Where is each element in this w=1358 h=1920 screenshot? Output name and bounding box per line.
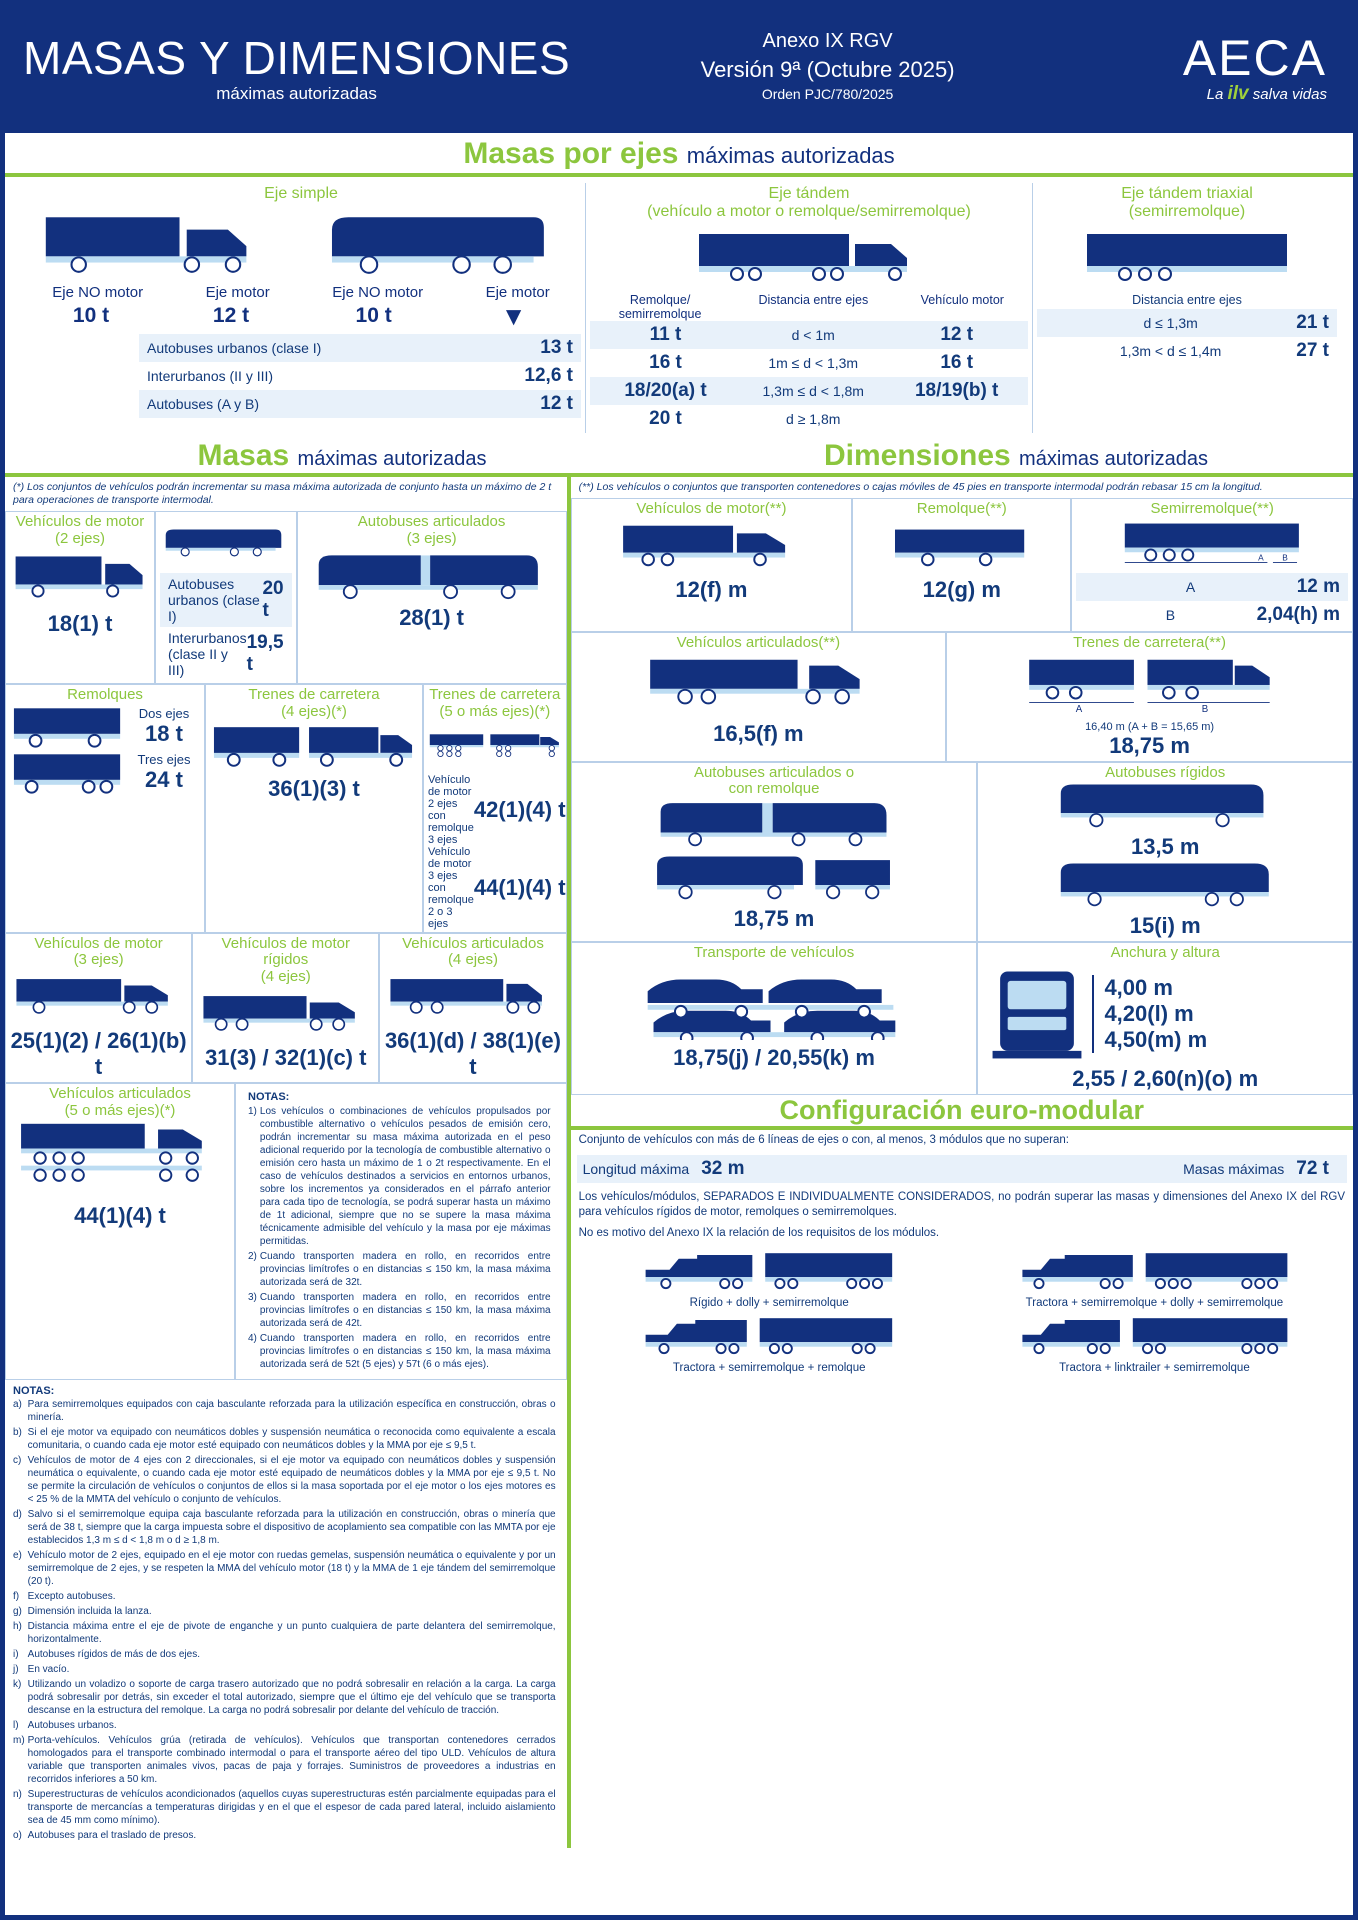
logo-text: AECA [1182,30,1327,86]
dim-semi-value-0: 12 m [1296,575,1340,597]
lnote-text-8: Autobuses rígidos de más de dos ejes. [27,1648,200,1660]
bus-row-value-1: 12,6 t [524,365,573,387]
main-two-columns [5,477,1353,1848]
tandem-motor-2: 18/19(b) t [914,379,999,401]
lnote-text-6: Dimensión incluida la lanza. [27,1605,152,1617]
lnote-text-9: En vacío. [27,1663,70,1675]
lnote-letter-6: g) [13,1605,22,1617]
triaxial-row-1 [1037,337,1337,365]
euro-config-0 [577,1244,962,1309]
masas-rigidos4-cell [192,933,379,1084]
masas-title-bold: Masas [197,438,290,472]
dim-transporte-label: Transporte de vehículos [693,944,855,962]
masas-bus-value-0: 20 t [262,578,284,622]
tandem-table [590,321,1028,433]
lnote-text-2: Vehículos de motor de 4 ejes con 2 direccionales, si el eje motor va equipado con neumáticos dobles y suspensión neumática o equivalente, o cuando cada eje motor esté equipado de neumáticos dobles y la MMA por eje ≤ 9,5 t. No se permite la circulación de vehículos o conjuntos de ellos si la masa soportada por el eje motor o los ejes motores es < 25 % de la MMTA del vehículo o conjunto de vehículos. [27,1454,556,1505]
masas-remolque-value-1: 24 t [145,767,183,793]
masas-bus-value-1: 19,5 t [246,632,284,676]
version-label: Versión 9ª (Octubre 2025) [700,57,955,83]
tandem-row-1 [590,349,1028,377]
euro-intro: Conjunto de vehículos con más de 6 líneas de ejes o con, al menos, 3 módulos que no superan: [578,1134,1069,1147]
front-view-bus-icon [982,962,1092,1066]
lnote-text-14: Autobuses para el traslado de presos. [27,1829,197,1841]
lettered-notes-title: NOTAS: [13,1384,55,1397]
dim-width-value: 2,55 / 2,60(n)(o) m [1072,1066,1259,1092]
dimensiones-footnote: (**) Los vehículos o conjuntos que transporten contenedores o cajas móviles de 45 pies en transporte intermodal podrán rebasar 15 cm la longitud. [578,480,1263,493]
truck-2axle-icon [21,207,301,279]
masas-rigidos4-value: 31(3) / 32(1)(c) t [205,1045,367,1071]
masas-buses-cell [155,511,297,684]
axle-section-bar [5,133,1353,177]
dim-remolque-value: 12(g) m [922,576,1001,602]
masas-artic5-label-l1: Vehículos articulados [49,1085,191,1103]
articulated-vehicle-icon [576,652,942,716]
tractor-semitrailer-trailer-icon [584,1309,954,1355]
masas-trenes5-value-0: 42(1)(4) t [473,796,566,822]
bus-icon [301,207,581,279]
tandem-trailer-2: 18/20(a) t [624,379,707,401]
dim-buses-rigid-value-1: 13,5 m [1130,834,1200,860]
triaxial-value-0: 21 t [1296,311,1329,333]
svg-text:B: B [1201,703,1209,715]
page-subtitle: máximas autorizadas [216,84,377,104]
lnote-letter-9: j) [13,1663,19,1675]
masas-motor3-value: 25(1)(2) / 26(1)(b) t [10,1028,187,1080]
dim-semi-row-0 [1076,573,1348,601]
masas-artic-bus-value: 28(1) t [399,604,464,630]
lnote-letter-2: c) [13,1454,22,1466]
masas-rigidos4-label-l2: (4 ejes) [260,968,311,986]
dimensiones-bar [679,437,1353,473]
axle-simple-value-1: 12 t [212,304,250,328]
masas-motor3-cell [5,933,192,1084]
dim-remolque-cell [852,498,1071,632]
road-train-4axle-icon [210,721,418,771]
note-num-0: 1) [248,1105,257,1117]
dim-buses-artic-label-l1: Autobuses articulados o [693,763,855,781]
road-train-icon [951,652,1348,716]
triaxial-dist-0: d ≤ 1,3m [1143,314,1198,331]
masas-motor2-cell [5,511,155,684]
dim-buses-rigid-cell [977,762,1353,943]
euro-config-3 [962,1309,1347,1374]
tandem-row-0 [590,321,1028,349]
articulated-bus-icon [302,548,562,600]
tandem-row-2 [590,377,1028,405]
axle-simple-header: Eje simple [264,185,338,202]
dim-trenes-cell [946,632,1353,762]
dim-row-2 [571,632,1353,762]
dim-motor-label: Vehículos de motor(**) [636,499,787,517]
dimensiones-title-bold: Dimensiones [823,438,1011,472]
articulated-5axle-icon [10,1120,230,1198]
trailer-3axle-icon [10,750,128,796]
masas-artic-bus-label-l1: Autobuses articulados [357,513,506,531]
axle-section-title-thin: máximas autorizadas [686,143,895,168]
masas-trenes5-value-1: 44(1)(4) t [473,874,566,900]
masas-trenes5-label-0: Vehículo de motor 2 ejes con remolque 3 ejes [428,773,474,846]
tractor-semitrailer-dolly-semitrailer-icon [970,1244,1340,1290]
tandem-truck-icon [590,226,1028,288]
dim-trenes-value: 18,75 m [1109,732,1190,758]
lnote-text-1: Si el eje motor va equipado con neumáticos dobles y suspensión neumática o reconocida como equivalente a escala comunitaria, o cuando cada eje motor esté equipado con neumáticos dobles y la MMA por eje ≤ 9,5 t. [27,1426,556,1451]
note-text-2: Cuando transporten madera en rollo, en recorridos entre provincias limítrofes o en distancias ≤ 150 km, la masa máxima autorizada será de 42t. [259,1291,551,1329]
masas-row-1 [5,511,567,684]
euro-paragraph-2: No es motivo del Anexo IX la relación de los requisitos de los módulos. [578,1226,940,1239]
tandem-dist-1: 1m ≤ d < 1,3m [768,354,859,371]
header-title-block [23,31,571,104]
note-text-0: Los vehículos o combinaciones de vehículos propulsados por combustible alternativo o vehículos pesados de emisión cero, podrán incrementar su masa máxima autorizada en el peso adicional requerido por la tecnología de combustible alternativo o emisión cero hasta un máximo de 1 o 2t respectivamente. En el caso de vehículos destinados a servicios en entornos urbanos, sobre los incrementos ya considerados en el párrafo anterior para cada tipo de tecnología, se podrá superar hasta un máximo de 1t adicional, siempre que no se supere la masa máxima técnicamente admisible del vehículo y la masa por eje máximas permitidas. [259,1105,551,1247]
masas-motor3-label-l1: Vehículos de motor [34,934,163,952]
lnote-letter-13: n) [13,1788,22,1800]
axle-section-title [5,137,1353,171]
truck-4axle-icon [197,986,374,1040]
bus-row-2 [139,390,581,418]
svg-text:A: A [1075,703,1083,715]
axle-simple-truck [21,207,301,328]
tandem-colheader-1: Distancia entre ejes [758,292,869,307]
lnote-text-12: Porta-vehículos. Vehículos grúa (retirada de vehículos). Vehículos que transportan contenedores cerrados homologados para el transporte combinado intermodal o para el transporte aéreo del tipo ULD. Vehículos de altura variable que transporten animales vivos, pacas de paja y forrajes. Suministros de proveedores a industrias en recorridos inferiores a 50 km. [27,1734,556,1785]
triaxial-dist-1: 1,3m < d ≤ 1,4m [1119,342,1222,359]
lnote-text-0: Para semirremolques equipados con caja basculante reforzada para la utilización específica en construcción, obras o minería. [27,1398,556,1423]
bus-row-0 [139,334,581,362]
rigid-bus-3axle-icon [982,860,1348,908]
lnote-letter-10: k) [13,1678,22,1690]
masas-footnote: (*) Los conjuntos de vehículos podrán incrementar su masa máxima autorizada de conjunto hasta un máximo de 2 t para operaciones de transporte intermodal. [13,480,552,506]
masas-artic5-cell [5,1083,235,1379]
masas-trenes5-label-1: Vehículo de motor 3 ejes con remolque 2 o 3 ejes [428,845,474,930]
axle-triaxial-header-l1: Eje tándem triaxial [1121,185,1253,202]
euro-caption-2: Tractora + semirremolque + remolque [672,1361,866,1374]
masas-bar [5,437,679,473]
axle-tandem-header [590,183,1028,226]
lnote-letter-8: i) [13,1648,19,1660]
masas-column [5,477,571,1848]
dim-semi-value-1: 2,04(h) m [1256,603,1340,625]
axle-simple-bus-label-1: Eje motor [485,284,550,302]
tandem-dist-0: d < 1m [791,326,835,343]
dim-artic-label: Vehículos articulados(**) [676,633,841,651]
logo-tagline-ilv: ilv [1227,83,1249,104]
euro-paragraph-1: Los vehículos/módulos, SEPARADOS E INDIVIDUALMENTE CONSIDERADOS, no podrán superar las masas y dimensiones del Anexo IX del RGV para vehículos rígidos de motor, remolques o semirremolques. [578,1191,1345,1218]
header-meta [570,28,1085,110]
dim-row-1 [571,498,1353,632]
dim-height-1: 4,20(l) m [1104,1001,1194,1027]
axle-simple-label-0: Eje NO motor [52,284,144,302]
dim-motor-cell [571,498,853,632]
dim-remolque-label: Remolque(**) [916,499,1007,517]
masas-trenes5-label-l1: Trenes de carretera [429,686,561,704]
dim-transporte-value: 18,75(j) / 20,55(k) m [673,1045,875,1071]
down-triangle-icon: ▼ [500,301,527,332]
lnote-letter-0: a) [13,1398,22,1410]
axle-simple-col [21,183,581,433]
dim-buses-rigid-value-2: 15(i) m [1129,913,1201,939]
lnote-letter-1: b) [13,1426,22,1438]
truck-3axle-icon [10,969,187,1023]
rigid-bus-icon [982,781,1348,829]
masas-artic4-label-l1: Vehículos articulados [402,934,544,952]
masas-artic5-value: 44(1)(4) t [74,1202,166,1228]
page-title: MASAS Y DIMENSIONES [23,31,571,84]
lnote-letter-11: l) [13,1719,19,1731]
triaxial-row-0 [1037,309,1337,337]
masas-trenes4-label-l1: Trenes de carretera [248,686,380,704]
semitrailer-icon [1076,518,1348,568]
masas-remolque-value-0: 18 t [145,721,183,747]
dim-anchura-cell [977,942,1353,1095]
dim-anchura-label: Anchura y altura [1110,944,1220,962]
bus-row-1 [139,362,581,390]
svg-text:B: B [1282,552,1289,563]
masas-artic-bus-cell [297,511,567,684]
dimensiones-column [571,477,1353,1848]
lnote-letter-7: h) [13,1620,22,1632]
bus-row-label-0: Autobuses urbanos (clase I) [147,340,322,357]
note-num-1: 2) [248,1250,257,1262]
tandem-trailer-0: 11 t [649,323,682,345]
bus-row-label-1: Interurbanos (II y III) [147,368,274,385]
bus-with-trailer-icon [576,853,973,901]
masas-row-4 [5,1083,567,1379]
axle-simple-label-1: Eje motor [205,284,270,302]
axle-tandem-col [585,183,1033,433]
tandem-motor-0: 12 t [940,323,974,345]
semitrailer-triaxle-icon [1037,226,1337,288]
bus-row-label-2: Autobuses (A y B) [147,396,260,413]
lnote-text-3: Salvo si el semirremolque equipa caja basculante reforzada para la utilización en construcción, obras o minería que será de 38 t, siempre que la carga impuesta sobre el dispositivo de acoplamiento sea compatible con las MMTA por eje establecidos 1,3 m ≤ d < 1,8 m o d ≥ 1,8 m. [27,1508,556,1546]
dim-motor-value: 12(f) m [675,576,748,602]
masas-artic-bus-label-l2: (3 ejes) [406,529,457,547]
masas-motor3-label-l2: (3 ejes) [73,951,124,969]
axle-tandem-header-l2: (vehículo a motor o remolque/semirremolque) [647,203,971,221]
trailer-icon [857,518,1066,572]
lnote-letter-5: f) [13,1590,20,1602]
rigid-dolly-semitrailer-icon [584,1244,954,1290]
lnote-letter-14: o) [13,1829,22,1841]
svg-text:A: A [1258,552,1265,563]
masas-bus-row-1 [160,627,292,681]
euro-length-label: Longitud máxima [582,1161,690,1178]
dim-height-0: 4,00 m [1104,975,1173,1001]
tandem-trailer-1: 16 t [649,351,682,373]
bus-row-value-0: 13 t [540,337,573,359]
aeca-logo [1085,30,1335,105]
lnote-text-10: Utilizando un voladizo o soporte de carga trasero autorizado que no podrá sobresalir en relación a la carga. La carga podrá sobresalir por detrás, sin exceder el total autorizado, siempre que el último eje del vehículo que se transporta descanse en la estructura del remolque. La carga no podrá sobresalir por delante del vehículo de tracción. [27,1678,556,1716]
euro-caption-3: Tractora + linktrailer + semirremolque [1059,1361,1250,1374]
masas-artic4-value: 36(1)(d) / 38(1)(e) t [384,1028,561,1080]
lettered-notes-block [5,1380,567,1848]
axle-simple-bus [301,207,581,332]
note-text-3: Cuando transporten madera en rollo, en recorridos entre provincias limítrofes o en distancias ≤ 150 km, la masa máxima autorizada será de 52t (5 ejes) y 57t (6 o más ejes). [259,1332,551,1370]
dim-semi-cell [1071,498,1353,632]
axle-triaxial-header-l2: (semirremolque) [1128,203,1246,221]
lnote-letter-4: e) [13,1549,22,1561]
tandem-dist-2: 1,3m ≤ d < 1,8m [762,382,864,399]
tandem-colheader-0: Remolque/ semirremolque [618,292,702,321]
masas-title [5,439,679,473]
euro-modular-bar [571,1095,1353,1130]
logo-tagline-pre: La [1206,86,1228,103]
dual-section-bar [5,437,1353,477]
order-label: Orden PJC/780/2025 [761,85,894,102]
euro-config-2 [577,1309,962,1374]
euro-mass-label: Masas máximas [1183,1161,1285,1178]
masas-trenes4-label-l2: (4 ejes)(*) [281,702,347,720]
tandem-motor-1: 16 t [940,351,974,373]
note-num-2: 3) [248,1291,257,1303]
axle-simple-value-0: 10 t [72,304,110,328]
bus-row-value-2: 12 t [540,393,573,415]
axle-triaxial-header [1037,183,1337,226]
masas-title-thin: máximas autorizadas [297,447,487,470]
euro-modular-title: Configuración euro-modular [779,1095,1145,1126]
truck-icon [576,518,848,572]
triaxial-value-1: 27 t [1296,339,1329,361]
logo-tagline-post: salva vidas [1248,86,1327,103]
trailer-2axle-icon [10,704,128,750]
car-transporter-icon [576,962,973,1040]
masas-row-3 [5,933,567,1084]
dim-trenes-label: Trenes de carretera(**) [1073,633,1226,651]
articulated-4axle-icon [384,969,561,1023]
masas-remolque-label-0: Dos ejes [138,706,190,722]
masas-bus-label-0: Autobuses urbanos (clase I) [168,576,260,625]
dim-trenes-sub: 16,40 m (A + B = 15,65 m) [1085,720,1215,733]
masas-rigidos4-label-l1: Vehículos de motor rígidos [221,934,350,969]
note-num-3: 4) [248,1332,257,1344]
triaxial-colheader: Distancia entre ejes [1132,292,1242,307]
axle-simple-bus-value: 10 t [355,304,392,328]
masas-trenes4-value: 36(1)(3) t [268,775,360,801]
masas-motor2-label: Vehículos de motor (2 ejes) [15,513,145,547]
dim-artic-cell [571,632,947,762]
euro-mass-value: 72 t [1296,1158,1329,1180]
logo-tagline [1085,83,1327,105]
dim-buses-artic-cell [571,762,978,943]
euro-length-value: 32 m [701,1158,745,1180]
dim-transporte-cell [571,942,978,1095]
lnote-letter-3: d) [13,1508,22,1520]
masas-trenes5-label-l2: (5 o más ejes)(*) [439,702,551,720]
axle-tandem-header-l1: Eje tándem [768,185,850,202]
masas-bus-row-0 [160,573,292,627]
axle-triaxial-col [1037,183,1337,433]
tandem-row-3 [590,405,1028,433]
masas-remolque-label-1: Tres ejes [137,752,191,768]
lnote-text-5: Excepto autobuses. [27,1590,116,1602]
masas-bus-label-1: Interurbanos (clase II y III) [168,630,247,679]
dim-height-2: 4,50(m) m [1104,1027,1208,1053]
euro-config-1 [962,1244,1347,1309]
axle-simple-bus-label-0: Eje NO motor [332,284,424,302]
masas-row-2 [5,684,567,933]
dim-row-3 [571,762,1353,943]
note-text-1: Cuando transporten madera en rollo, en recorridos entre provincias limítrofes o en distancias ≤ 150 km, la masa máxima autorizada será de 32t. [259,1250,551,1288]
dimensiones-title [679,439,1353,473]
road-train-5axle-icon [428,721,562,769]
axle-simple-bus-labels [301,284,581,301]
dim-semi-label: Semirremolque(**) [1150,499,1274,517]
masas-artic5-label-l2: (5 o más ejes)(*) [64,1102,176,1120]
axle-section [5,177,1353,433]
masas-remolques-cell [5,684,205,933]
masas-numbered-notes [235,1083,567,1379]
masas-trenes5-cell [423,684,567,933]
truck-2axle-icon [10,548,150,606]
axle-simple-bus-values [301,301,581,332]
dim-semi-key-0: A [1185,578,1196,595]
annex-label: Anexo IX RGV [762,30,893,53]
tractor-linktrailer-semitrailer-icon [970,1309,1340,1355]
masas-trenes4-cell [205,684,423,933]
axle-section-title-bold: Masas por ejes [463,137,679,170]
tandem-colheader-2: Vehículo motor [920,292,1004,307]
lnote-letter-12: m) [13,1734,25,1746]
dim-buses-rigid-label: Autobuses rígidos [1105,763,1226,781]
tandem-trailer-3: 20 t [649,407,682,429]
dim-buses-artic-value: 18,75 m [733,906,815,932]
tandem-dist-3: d ≥ 1,8m [786,410,841,427]
masas-artic4-cell [379,933,566,1084]
euro-caption-0: Rígido + dolly + semirremolque [689,1296,849,1309]
masas-artic4-label-l2: (4 ejes) [447,951,498,969]
dim-buses-artic-label-l2: con remolque [728,780,820,798]
articulated-bus-icon [576,798,973,848]
dim-artic-value: 16,5(f) m [713,720,804,746]
masas-motor2-value: 18(1) t [47,610,113,636]
dim-row-4 [571,942,1353,1095]
lnote-text-4: Vehículo motor de 2 ejes, equipado en el eje motor con ruedas gemelas, suspensión neumática o equivalente y por un semirremolque de 2 ejes, y se respeten la MMA del vehículo motor (18 t) y la MMA de 1 eje tándem del semirremolque (20 t). [27,1549,556,1587]
axle-simple-truck-labels [21,284,301,301]
lnote-text-11: Autobuses urbanos. [27,1719,117,1731]
dim-semi-row-1 [1076,601,1348,629]
lnote-text-7: Distancia máxima entre el eje de pivote de enganche y un punto cualquiera de parte delantera del semirremolque, horizontalmente. [27,1620,556,1645]
dimensiones-title-thin: máximas autorizadas [1019,447,1209,470]
page-header [5,5,1353,133]
axle-simple-truck-values [21,304,301,328]
lnote-text-13: Superestructuras de vehículos acondicionados (aquellos cuyas superestructuras estén parcialmente equipadas para el transporte de mercancías a temperaturas dirigidas y en el que el espesor de cada pared lateral, incluido aislamiento sea de 45 mm como mínimo). [27,1788,556,1826]
numbered-notes-block [240,1086,562,1376]
masas-remolques-label: Remolques [67,686,143,704]
euro-limits-row [577,1155,1347,1183]
dim-semi-key-1: B [1165,606,1176,623]
bus-icon [160,514,292,568]
notes-title: NOTAS: [248,1091,290,1104]
euro-caption-1: Tractora + semirremolque + dolly + semirremolque [1025,1296,1284,1309]
